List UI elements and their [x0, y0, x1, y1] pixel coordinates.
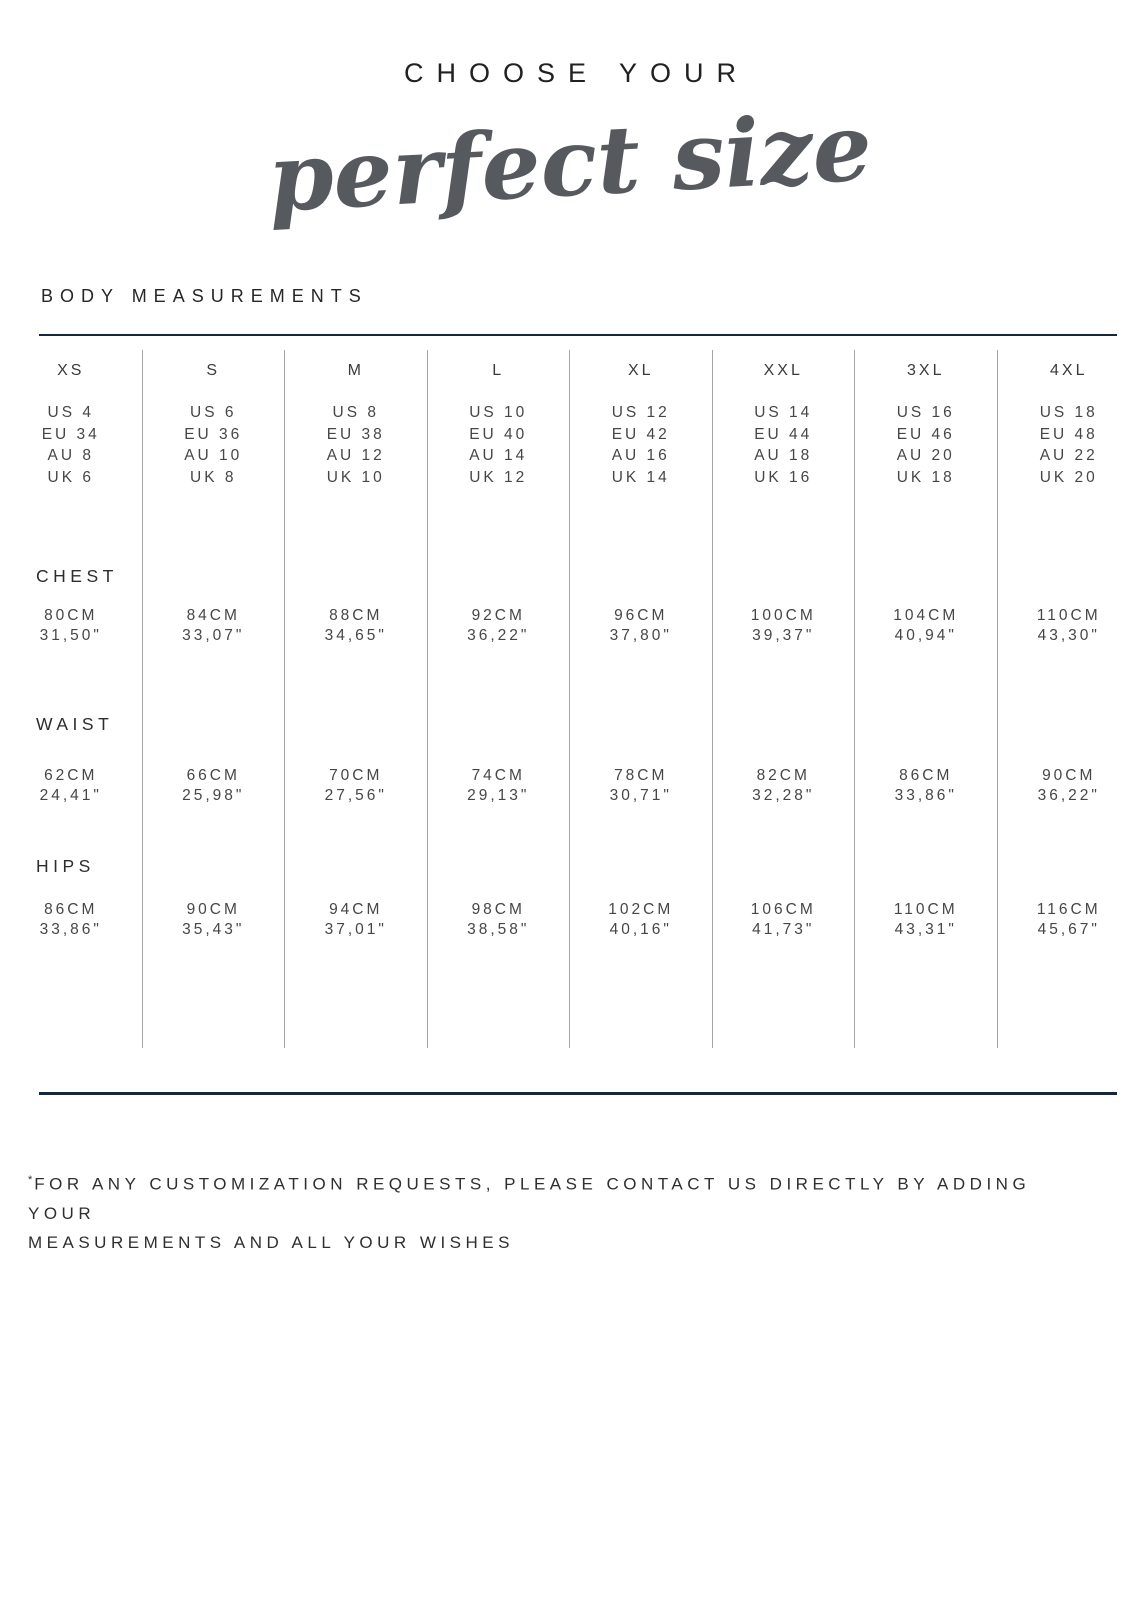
waist-cm: 82CM: [756, 767, 810, 784]
row-label-chest: CHEST: [36, 566, 118, 586]
top-divider-line: [39, 334, 1117, 336]
chest-cm: 104CM: [893, 607, 959, 624]
chest-measurement: [998, 606, 1140, 646]
size-column-l: [428, 350, 571, 1048]
chest-inches: 40,94": [894, 627, 957, 644]
uk-size: UK 6: [47, 468, 94, 486]
uk-size: UK 18: [896, 468, 955, 486]
international-sizes: [0, 402, 142, 488]
hips-cm: 116CM: [1036, 901, 1101, 918]
au-size: AU 10: [184, 447, 243, 464]
uk-size: UK 16: [754, 468, 813, 486]
hips-measurement: [570, 900, 712, 940]
international-sizes: [570, 402, 712, 488]
us-size: US 16: [896, 404, 955, 421]
chest-cm: 84CM: [186, 607, 240, 624]
bottom-divider-line: [39, 1092, 1117, 1095]
waist-cm: 90CM: [1042, 767, 1096, 784]
chest-measurement: [570, 606, 712, 646]
waist-measurement: [713, 766, 855, 806]
footnote-asterisk: *: [28, 1174, 33, 1186]
hips-inches: 33,86": [39, 921, 102, 938]
hips-cm: 94CM: [329, 901, 383, 918]
waist-measurement: [855, 766, 997, 806]
size-name: S: [206, 362, 221, 379]
waist-measurement: [0, 766, 142, 806]
hips-inches: 38,58": [467, 921, 530, 938]
waist-inches: 32,28": [752, 787, 815, 804]
chest-inches: 34,65": [324, 627, 387, 644]
eu-size: EU 34: [41, 425, 100, 443]
eu-size: EU 46: [896, 425, 955, 443]
us-size: US 10: [469, 404, 528, 421]
row-label-hips: HIPS: [36, 856, 95, 876]
size-column-xxl: [713, 350, 856, 1048]
waist-cm: 86CM: [899, 767, 953, 784]
hips-cm: 106CM: [750, 901, 816, 918]
uk-size: UK 10: [326, 468, 385, 486]
chest-inches: 36,22": [467, 627, 530, 644]
chest-inches: 31,50": [39, 627, 102, 644]
size-name: XL: [627, 362, 654, 379]
size-name: 3XL: [907, 362, 945, 379]
size-table: [0, 350, 1140, 1048]
eu-size: EU 40: [469, 425, 528, 443]
waist-inches: 30,71": [609, 787, 672, 804]
uk-size: UK 20: [1039, 468, 1098, 486]
international-sizes: [285, 402, 427, 488]
waist-inches: 27,56": [324, 787, 387, 804]
waist-inches: 29,13": [467, 787, 530, 804]
us-size: US 4: [47, 404, 94, 421]
size-column-3xl: [855, 350, 998, 1048]
hips-cm: 110CM: [893, 901, 958, 918]
international-sizes: [998, 402, 1140, 488]
chest-cm: 100CM: [750, 607, 816, 624]
section-heading: BODY MEASUREMENTS: [41, 286, 368, 306]
uk-size: UK 8: [190, 468, 237, 486]
hips-cm: 90CM: [186, 901, 240, 918]
au-size: AU 16: [611, 447, 670, 464]
size-name: L: [492, 362, 505, 379]
waist-measurement: [285, 766, 427, 806]
size-name: M: [347, 362, 364, 379]
waist-inches: 36,22": [1037, 787, 1100, 804]
row-label-waist: WAIST: [36, 714, 114, 734]
waist-measurement: [143, 766, 285, 806]
size-name: XS: [57, 362, 85, 379]
chest-inches: 33,07": [182, 627, 245, 644]
waist-measurement: [570, 766, 712, 806]
au-size: AU 8: [47, 447, 94, 464]
us-size: US 8: [332, 404, 379, 421]
chest-cm: 88CM: [329, 607, 383, 624]
us-size: US 6: [190, 404, 237, 421]
uk-size: UK 12: [469, 468, 528, 486]
international-sizes: [855, 402, 997, 488]
hips-inches: 40,16": [609, 921, 672, 938]
international-sizes: [428, 402, 570, 488]
hips-inches: 41,73": [752, 921, 815, 938]
hips-inches: 45,67": [1037, 921, 1100, 938]
chest-measurement: [428, 606, 570, 646]
uk-size: UK 14: [611, 468, 670, 486]
hips-measurement: [713, 900, 855, 940]
au-size: AU 12: [326, 447, 385, 464]
footnote-line1: FOR ANY CUSTOMIZATION REQUESTS, PLEASE CONTACT US DIRECTLY BY ADDING YOUR: [28, 1174, 1031, 1223]
waist-inches: 33,86": [894, 787, 957, 804]
size-column-4xl: [998, 350, 1140, 1048]
hips-inches: 37,01": [324, 921, 387, 938]
customization-footnote: [28, 1166, 1048, 1257]
au-size: AU 20: [896, 447, 955, 464]
footnote-line2: MEASUREMENTS AND ALL YOUR WISHES: [28, 1232, 514, 1252]
au-size: AU 22: [1039, 447, 1098, 464]
eu-size: EU 42: [611, 425, 670, 443]
us-size: US 14: [754, 404, 813, 421]
chest-cm: 80CM: [44, 607, 98, 624]
chest-inches: 37,80": [609, 627, 672, 644]
hips-inches: 43,31": [894, 921, 957, 938]
chest-measurement: [713, 606, 855, 646]
hips-measurement: [143, 900, 285, 940]
waist-inches: 24,41": [39, 787, 102, 804]
hips-measurement: [855, 900, 997, 940]
size-name: XXL: [763, 362, 803, 379]
hips-inches: 35,43": [182, 921, 245, 938]
chest-measurement: [285, 606, 427, 646]
waist-cm: 70CM: [329, 767, 383, 784]
hips-cm: 102CM: [608, 901, 674, 918]
size-column-xs: [0, 350, 143, 1048]
waist-cm: 78CM: [614, 767, 668, 784]
size-column-s: [143, 350, 286, 1048]
chest-measurement: [855, 606, 997, 646]
us-size: US 12: [611, 404, 670, 421]
eu-size: EU 44: [754, 425, 813, 443]
waist-measurement: [998, 766, 1140, 806]
au-size: AU 18: [754, 447, 813, 464]
page-title-script: perfect size: [265, 92, 875, 233]
chest-measurement: [0, 606, 142, 646]
waist-cm: 66CM: [186, 767, 240, 784]
hips-measurement: [428, 900, 570, 940]
eu-size: EU 48: [1039, 425, 1098, 443]
eu-size: EU 36: [184, 425, 243, 443]
international-sizes: [713, 402, 855, 488]
size-column-m: [285, 350, 428, 1048]
hips-measurement: [285, 900, 427, 940]
au-size: AU 14: [469, 447, 528, 464]
eu-size: EU 38: [326, 425, 385, 443]
size-name: 4XL: [1050, 362, 1088, 379]
waist-inches: 25,98": [182, 787, 245, 804]
chest-cm: 96CM: [614, 607, 668, 624]
hips-cm: 86CM: [44, 901, 98, 918]
hips-measurement: [998, 900, 1140, 940]
international-sizes: [143, 402, 285, 488]
page-title: CHOOSE YOUR: [403, 58, 750, 88]
hips-cm: 98CM: [471, 901, 525, 918]
waist-measurement: [428, 766, 570, 806]
chest-cm: 110CM: [1036, 607, 1101, 624]
waist-cm: 74CM: [471, 767, 525, 784]
size-column-xl: [570, 350, 713, 1048]
chest-measurement: [143, 606, 285, 646]
waist-cm: 62CM: [44, 767, 98, 784]
hips-measurement: [0, 900, 142, 940]
chest-cm: 92CM: [471, 607, 525, 624]
chest-inches: 43,30": [1037, 627, 1100, 644]
us-size: US 18: [1039, 404, 1098, 421]
chest-inches: 39,37": [752, 627, 815, 644]
